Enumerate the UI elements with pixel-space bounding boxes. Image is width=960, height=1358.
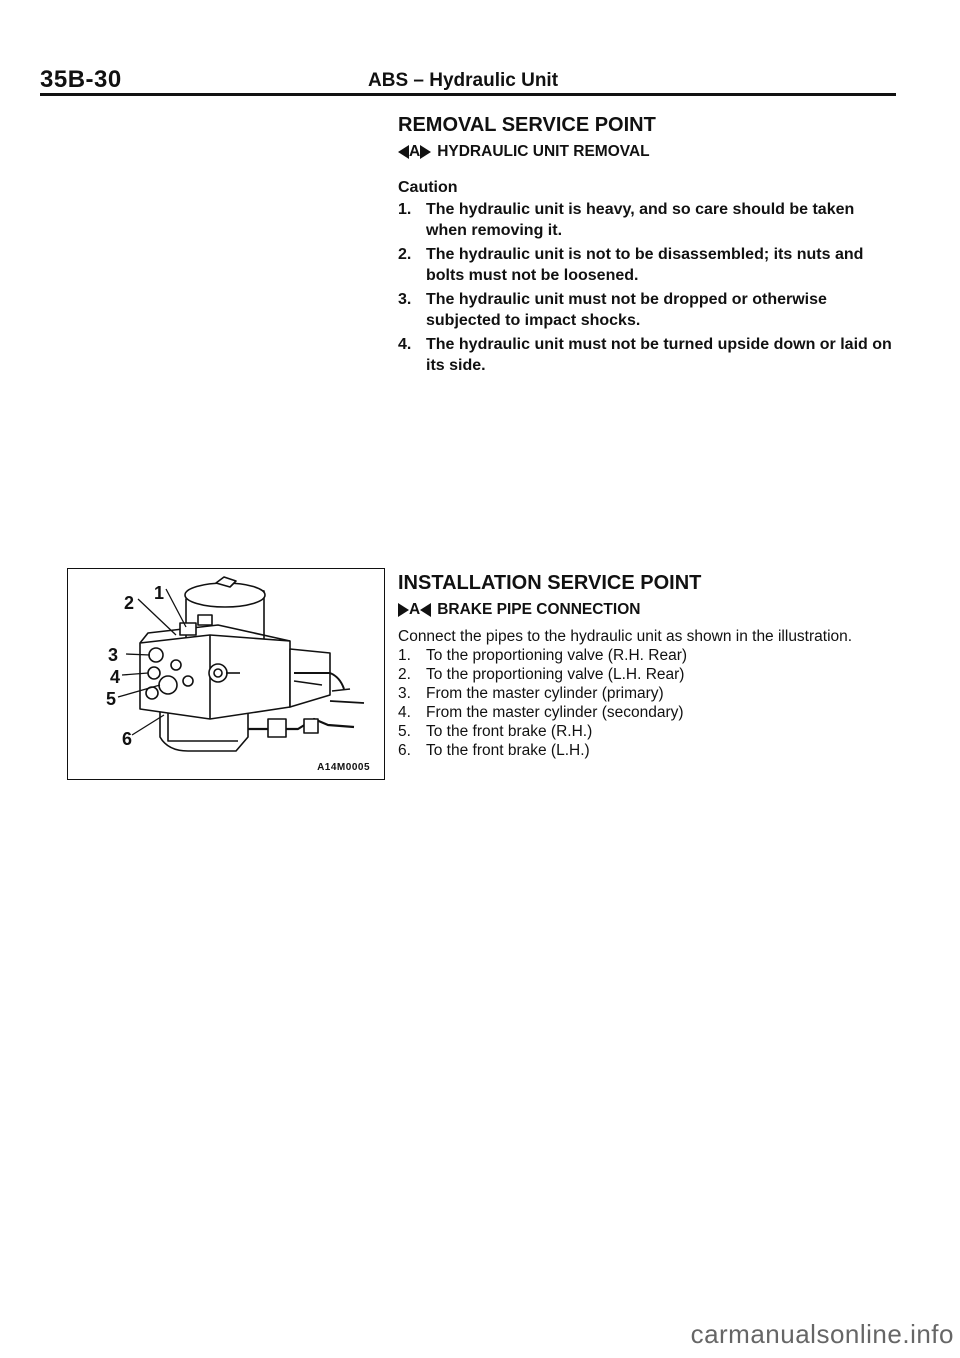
- removal-subheading-row: [398, 143, 898, 161]
- left-triangle-icon: [420, 603, 431, 617]
- callout-2: 2: [124, 593, 135, 613]
- list-item: 6. To the front brake (L.H.): [398, 742, 590, 759]
- figure-code: A14M0005: [317, 762, 370, 773]
- installation-intro: Connect the pipes to the hydraulic unit as shown in the illustration.: [398, 628, 853, 645]
- removal-section: [398, 114, 898, 379]
- list-item: 5. To the front brake (R.H.): [398, 723, 593, 740]
- list-item: 4. The hydraulic unit must not be turned upside down or laid on its side.: [398, 336, 892, 374]
- list-item: 2. The hydraulic unit is not to be disassembled; its nuts and bolts must not be loosened.: [398, 246, 864, 284]
- header-rule: [40, 93, 896, 96]
- page-header: [40, 66, 896, 96]
- installation-heading: INSTALLATION SERVICE POINT: [398, 572, 702, 594]
- callout-5: 5: [106, 689, 117, 709]
- list-item: 1. To the proportioning valve (R.H. Rear): [398, 647, 688, 664]
- caution-list: [398, 199, 898, 376]
- pipe-connection-list: [398, 646, 898, 760]
- page-number: 35B-30: [40, 66, 122, 93]
- list-item: 4. From the master cylinder (secondary): [398, 704, 684, 721]
- list-item: 3. From the master cylinder (primary): [398, 685, 664, 702]
- list-item: 3. The hydraulic unit must not be dropped or otherwise subjected to impact shocks.: [398, 291, 827, 329]
- installation-subheading-row: [398, 601, 898, 619]
- callout-4: 4: [110, 667, 121, 687]
- watermark: carmanualsonline.info: [690, 1319, 954, 1349]
- caution-label: Caution: [398, 179, 458, 196]
- section-title: ABS – Hydraulic Unit: [368, 70, 559, 91]
- callout-6: 6: [122, 729, 133, 749]
- installation-section: [398, 572, 898, 760]
- list-item: 2. To the proportioning valve (L.H. Rear): [398, 666, 685, 683]
- right-triangle-icon: [420, 145, 431, 159]
- left-triangle-icon: [398, 145, 409, 159]
- hydraulic-unit-illustration: [67, 568, 385, 780]
- callout-1: 1: [154, 583, 165, 603]
- removal-marker: A: [409, 143, 421, 160]
- removal-subheading: HYDRAULIC UNIT REMOVAL: [437, 143, 650, 160]
- right-triangle-icon: [398, 603, 409, 617]
- list-item: 1. The hydraulic unit is heavy, and so care should be taken when removing it.: [398, 201, 855, 239]
- installation-subheading: BRAKE PIPE CONNECTION: [437, 601, 641, 618]
- callout-3: 3: [108, 645, 119, 665]
- removal-heading: REMOVAL SERVICE POINT: [398, 114, 656, 136]
- installation-marker: A: [409, 601, 421, 618]
